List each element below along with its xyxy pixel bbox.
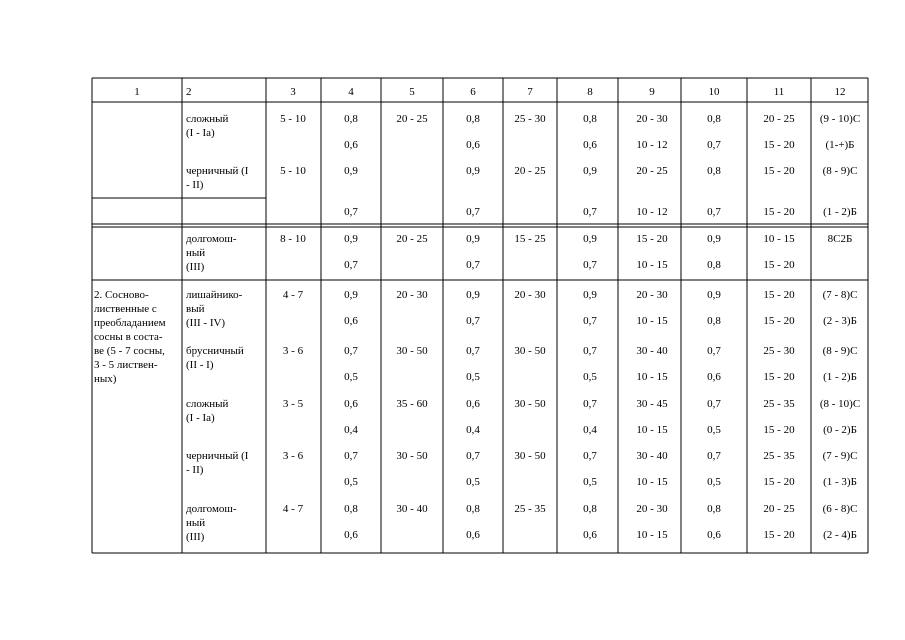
table-cell: 0,7 [466, 259, 480, 271]
table-cell: 20 - 30 [636, 113, 668, 125]
table-cell: 0,7 [466, 315, 480, 327]
table-cell: 10 - 12 [636, 206, 668, 218]
table-cell: 0,6 [344, 529, 358, 541]
table-cell: 30 - 40 [636, 450, 668, 462]
table-cell: 0,9 [583, 165, 597, 177]
table-cell: 0,7 [707, 398, 721, 410]
table-cell: (2 - 4)Б [823, 529, 857, 541]
table-cell: (8 - 10)С [819, 398, 861, 410]
forest-type-label: долгомош- ный (III) [186, 233, 237, 273]
table-cell: 30 - 50 [396, 450, 428, 462]
table-cell: (0 - 2)Б [823, 424, 857, 436]
table-cell: 20 - 30 [636, 289, 668, 301]
table-cell: 0,7 [466, 450, 480, 462]
table-cell: 0,6 [344, 315, 358, 327]
table-cell: 0,4 [583, 424, 597, 436]
table-cell: (2 - 3)Б [823, 315, 857, 327]
table-cell: 0,9 [583, 233, 597, 245]
table-cell: (1 - 3)Б [823, 476, 857, 488]
table-cell: 0,9 [707, 289, 721, 301]
table-cell: 0,8 [707, 259, 721, 271]
age-range-cell: 4 - 7 [282, 289, 304, 301]
table-cell: 0,9 [344, 289, 358, 301]
table-cell: 0,9 [466, 165, 480, 177]
table-cell: 20 - 30 [514, 289, 546, 301]
table-cell: 0,8 [707, 165, 721, 177]
table-cell: 15 - 20 [763, 289, 795, 301]
table-cell: (6 - 8)С [822, 503, 858, 515]
table-cell: 10 - 15 [636, 259, 668, 271]
table-cell: 20 - 25 [396, 233, 428, 245]
table-cell: 10 - 15 [636, 371, 668, 383]
table-cell: 15 - 20 [763, 315, 795, 327]
header-col-1: 1 [134, 86, 140, 98]
table-cell: 0,7 [583, 259, 597, 271]
table-cell: 20 - 25 [396, 113, 428, 125]
header-col-10: 10 [708, 86, 720, 98]
table-cell: (7 - 8)С [822, 289, 858, 301]
table-cell: 0,9 [466, 289, 480, 301]
table-cell: 15 - 20 [763, 139, 795, 151]
table-cell: 0,9 [583, 289, 597, 301]
table-cell: 0,7 [344, 206, 358, 218]
forest-type-label: долгомош- ный (III) [186, 503, 237, 543]
table-cell: 20 - 25 [763, 503, 795, 515]
table-cell: 15 - 25 [514, 233, 546, 245]
table-cell: 0,6 [466, 398, 480, 410]
table-cell: 0,9 [344, 233, 358, 245]
table-cell: 0,5 [583, 476, 597, 488]
table-cell: 0,7 [466, 345, 480, 357]
table-cell: 0,5 [344, 371, 358, 383]
table-cell: (8 - 9)С [822, 165, 858, 177]
table-cell: (1 - 2)Б [823, 206, 857, 218]
table-cell: (1-+)Б [825, 139, 855, 151]
table-cell: (8 - 9)С [822, 345, 858, 357]
table-cell: 15 - 20 [763, 424, 795, 436]
table-cell: 25 - 35 [763, 398, 795, 410]
table-cell: 0,8 [707, 503, 721, 515]
table-cell: 0,7 [707, 345, 721, 357]
table-cell: 8С2Б [827, 233, 853, 245]
table-cell: 0,6 [707, 371, 721, 383]
table-cell: 0,9 [707, 233, 721, 245]
header-col-3: 3 [290, 86, 296, 98]
table-cell: 0,7 [344, 259, 358, 271]
age-range-cell: 8 - 10 [280, 233, 306, 245]
age-range-cell: 4 - 7 [282, 503, 304, 515]
table-cell: 20 - 30 [396, 289, 428, 301]
table-cell: 0,6 [707, 529, 721, 541]
table-cell: 20 - 25 [636, 165, 668, 177]
table-cell: 0,5 [707, 424, 721, 436]
table-cell: 0,9 [466, 233, 480, 245]
table-cell: 10 - 15 [636, 315, 668, 327]
table-cell: 0,8 [707, 113, 721, 125]
forest-type-label: сложный (I - Ia) [186, 113, 229, 139]
table-cell: 0,5 [707, 476, 721, 488]
age-range-cell: 3 - 5 [282, 398, 304, 410]
table-cell: 0,8 [466, 113, 480, 125]
forest-type-label: черничный (I - II) [186, 165, 249, 191]
table-cell: 30 - 50 [396, 345, 428, 357]
table-cell: 0,6 [583, 529, 597, 541]
table-cell: (7 - 9)С [822, 450, 858, 462]
table-cell: 0,7 [583, 206, 597, 218]
table-cell: 0,8 [344, 113, 358, 125]
header-col-11: 11 [773, 86, 785, 98]
table-cell: 0,7 [583, 315, 597, 327]
table-cell: 25 - 35 [514, 503, 546, 515]
table-cell: 0,8 [466, 503, 480, 515]
table-cell: 30 - 45 [636, 398, 668, 410]
table-cell: 0,8 [583, 503, 597, 515]
table-cell: (9 - 10)С [819, 113, 861, 125]
table-cell: 0,8 [344, 503, 358, 515]
forest-type-label: черничный (I - II) [186, 450, 249, 476]
header-col-12: 12 [834, 86, 846, 98]
table-cell: 20 - 30 [636, 503, 668, 515]
table-cell: 0,7 [583, 450, 597, 462]
table-cell: 0,6 [344, 398, 358, 410]
forest-type-label: сложный (I - Ia) [186, 398, 229, 424]
table-cell: 15 - 20 [763, 206, 795, 218]
header-col-6: 6 [470, 86, 476, 98]
table-cell: 30 - 40 [636, 345, 668, 357]
table-cell: 0,5 [466, 371, 480, 383]
age-range-cell: 5 - 10 [280, 113, 306, 125]
header-col-7: 7 [527, 86, 533, 98]
table-cell: 0,7 [344, 450, 358, 462]
table-cell: 10 - 15 [636, 476, 668, 488]
table-cell: 15 - 20 [763, 259, 795, 271]
age-range-cell: 3 - 6 [282, 450, 304, 462]
header-col-4: 4 [348, 86, 354, 98]
table-cell: 0,7 [583, 345, 597, 357]
table-cell: 20 - 25 [514, 165, 546, 177]
forest-type-label: лишайнико- вый (III - IV) [186, 289, 243, 329]
table-cell: 15 - 20 [763, 371, 795, 383]
table-cell: 10 - 15 [636, 529, 668, 541]
table-cell: 30 - 40 [396, 503, 428, 515]
table-cell: 0,7 [344, 345, 358, 357]
table-cell: 10 - 15 [763, 233, 795, 245]
table-cell: 0,4 [344, 424, 358, 436]
table-cell: 0,7 [707, 450, 721, 462]
table-cell: 25 - 35 [763, 450, 795, 462]
age-range-cell: 3 - 6 [282, 345, 304, 357]
table-cell: 0,5 [344, 476, 358, 488]
table-cell: 10 - 12 [636, 139, 668, 151]
table-cell: 0,7 [583, 398, 597, 410]
table-cell: 0,5 [583, 371, 597, 383]
header-col-8: 8 [587, 86, 593, 98]
age-range-cell: 5 - 10 [280, 165, 306, 177]
header-col-9: 9 [649, 86, 655, 98]
table-cell: 15 - 20 [763, 476, 795, 488]
table-cell: 0,8 [583, 113, 597, 125]
table-cell: 0,8 [707, 315, 721, 327]
table-cell: (1 - 2)Б [823, 371, 857, 383]
table-cell: 0,6 [466, 139, 480, 151]
table-cell: 0,6 [583, 139, 597, 151]
table-cell: 25 - 30 [763, 345, 795, 357]
table-cell: 30 - 50 [514, 398, 546, 410]
table-cell: 0,7 [707, 139, 721, 151]
table-cell: 0,5 [466, 476, 480, 488]
table-cell: 30 - 50 [514, 345, 546, 357]
table-cell: 15 - 20 [763, 529, 795, 541]
table-cell: 0,6 [344, 139, 358, 151]
table-cell: 15 - 20 [763, 165, 795, 177]
table-cell: 35 - 60 [396, 398, 428, 410]
group-name: 2. Сосново- лиственные с преобладанием сосны в соста- ве (5 - 7 сосны, 3 - 5 листвен- ных) [94, 289, 166, 385]
table-cell: 0,7 [466, 206, 480, 218]
table-cell: 0,6 [466, 529, 480, 541]
table-cell: 20 - 25 [763, 113, 795, 125]
table-cell: 30 - 50 [514, 450, 546, 462]
table-cell: 0,7 [707, 206, 721, 218]
table-cell: 0,4 [466, 424, 480, 436]
header-col-5: 5 [409, 86, 415, 98]
header-col-2: 2 [186, 86, 192, 98]
forest-type-label: брусничный (II - I) [186, 345, 244, 371]
table-cell: 0,9 [344, 165, 358, 177]
table-cell: 25 - 30 [514, 113, 546, 125]
table-cell: 15 - 20 [636, 233, 668, 245]
table-cell: 10 - 15 [636, 424, 668, 436]
